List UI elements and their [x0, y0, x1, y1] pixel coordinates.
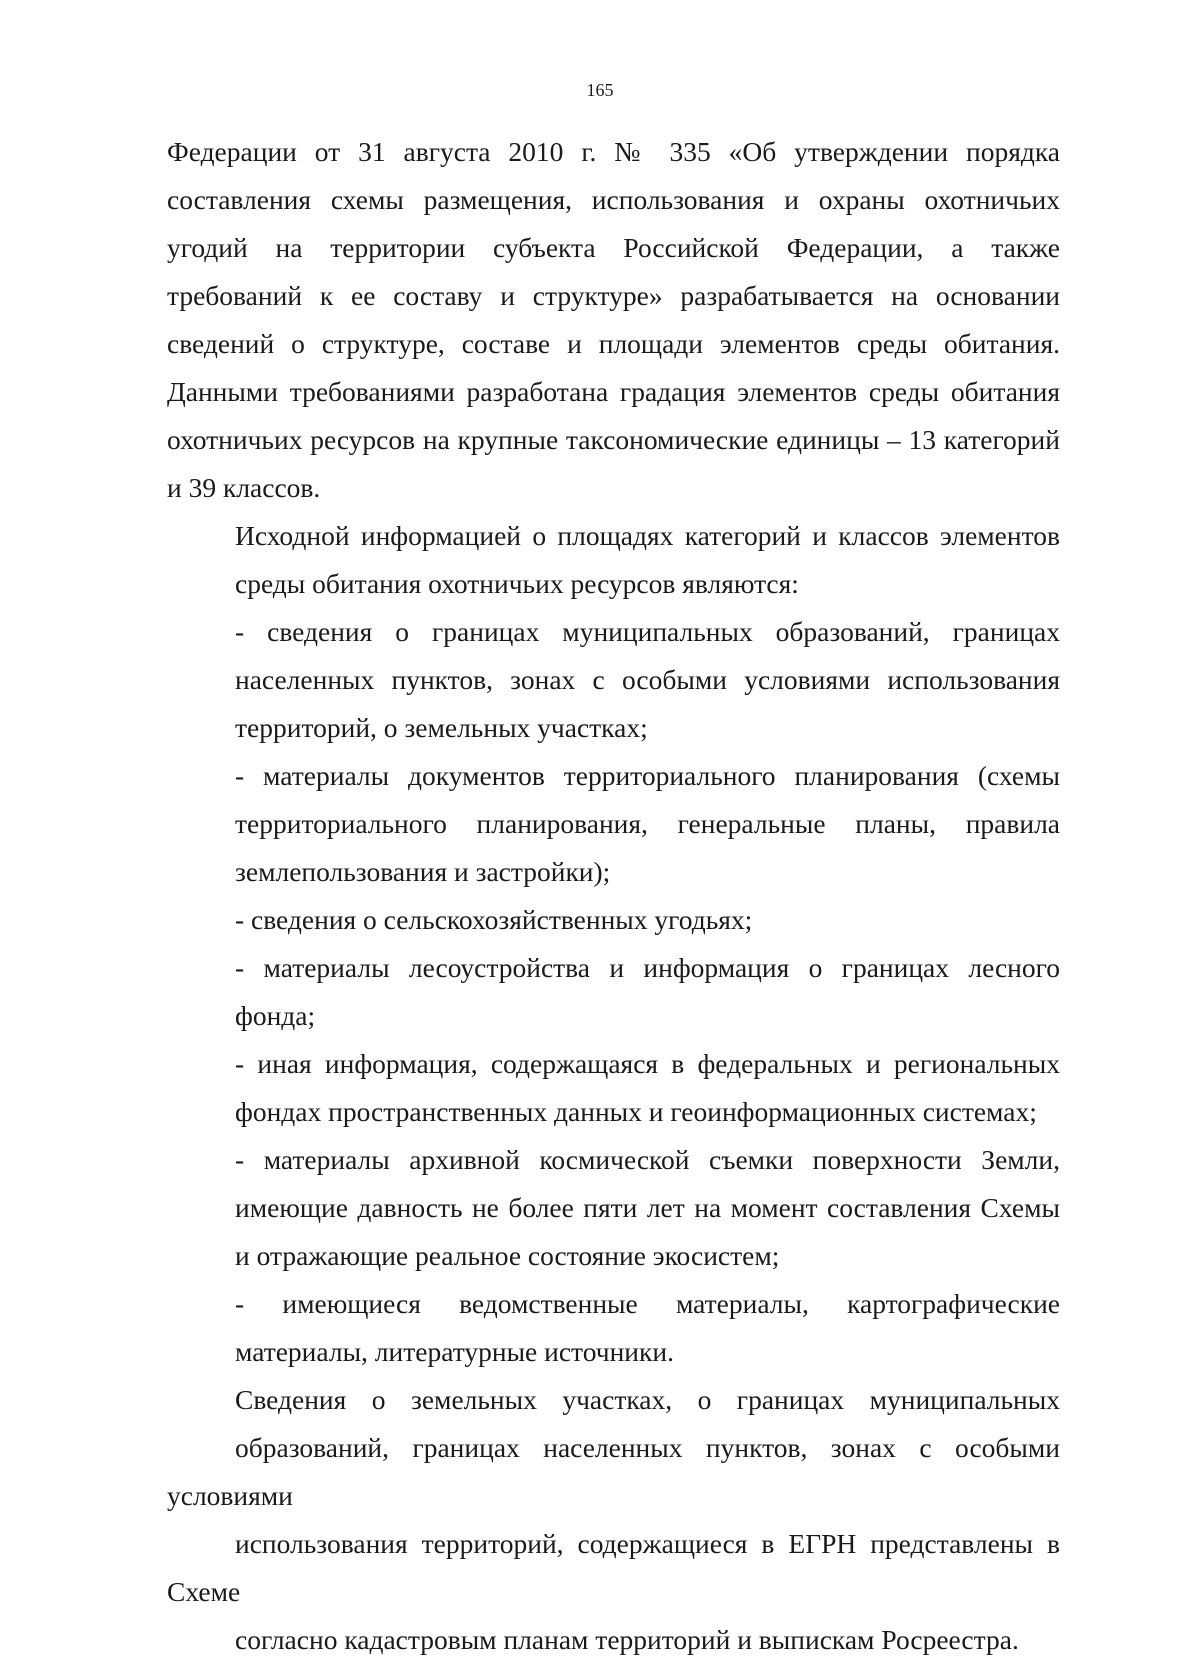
- paragraph: [167, 128, 1060, 512]
- text-line: территориального планирования, генеральные планы, правила: [235, 808, 1060, 839]
- text-line: - сведения о сельскохозяйственных угодьях;: [235, 904, 753, 935]
- text-line: - имеющиеся ведомственные материалы, картографические: [235, 1288, 1060, 1319]
- text-line: населенных пунктов, зонах с особыми условиями использования: [235, 664, 1060, 695]
- paragraph: [167, 896, 1060, 944]
- text-line: составления схемы размещения, использования и охраны охотничьих: [167, 184, 1060, 215]
- text-line: среды обитания охотничьих ресурсов являются:: [235, 568, 799, 599]
- text-line: - иная информация, содержащаяся в федеральных и региональных: [235, 1048, 1060, 1079]
- text-line: - материалы документов территориального планирования (схемы: [235, 760, 1060, 791]
- text-line: имеющие давность не более пяти лет на момент составления Схемы: [235, 1192, 1060, 1223]
- text-line: и 39 классов.: [167, 472, 321, 503]
- text-line: требований к ее составу и структуре» разрабатывается на основании: [167, 280, 1060, 311]
- text-line: фондах пространственных данных и геоинформационных системах;: [235, 1096, 1037, 1127]
- text-line: образований, границах населенных пунктов, зонах с особыми условиями: [167, 1432, 1060, 1511]
- text-line: фонда;: [235, 1000, 316, 1031]
- paragraph: [167, 512, 1060, 608]
- text-line: Данными требованиями разработана градация элементов среды обитания: [167, 376, 1060, 407]
- paragraph: [167, 1040, 1060, 1136]
- text-line: сведений о структуре, составе и площади элементов среды обитания.: [167, 328, 1060, 359]
- text-line: угодий на территории субъекта Российской Федерации, а также: [167, 232, 1060, 263]
- paragraph: [167, 1136, 1060, 1280]
- text-line: Сведения о земельных участках, о границах муниципальных: [235, 1384, 1060, 1415]
- text-line: Федерации от 31 августа 2010 г. № 335 «Об утверждении порядка: [167, 136, 1060, 167]
- text-line: территорий, о земельных участках;: [235, 712, 648, 743]
- paragraph: [167, 1280, 1060, 1376]
- paragraph: [167, 752, 1060, 896]
- paragraph: [167, 944, 1060, 1040]
- text-line: - материалы лесоустройства и информация о границах лесного: [235, 952, 1060, 983]
- paragraph: [167, 1376, 1060, 1664]
- text-line: Исходной информацией о площадях категорий и классов элементов: [235, 520, 1060, 551]
- text-line: использования территорий, содержащиеся в ЕГРН представлены в Схеме: [167, 1528, 1060, 1607]
- text-line: землепользования и застройки);: [235, 856, 611, 887]
- document-body: [167, 128, 1060, 1664]
- text-line: - сведения о границах муниципальных образований, границах: [235, 616, 1060, 647]
- text-line: - материалы архивной космической съемки поверхности Земли,: [235, 1144, 1060, 1175]
- page-number: 165: [586, 80, 614, 100]
- text-line: согласно кадастровым планам территорий и выпискам Росреестра.: [235, 1624, 1019, 1655]
- text-line: материалы, литературные источники.: [235, 1336, 674, 1367]
- paragraph: [167, 608, 1060, 752]
- text-line: и отражающие реальное состояние экосистем;: [235, 1240, 780, 1271]
- text-line: охотничьих ресурсов на крупные таксономические единицы – 13 категорий: [167, 424, 1060, 455]
